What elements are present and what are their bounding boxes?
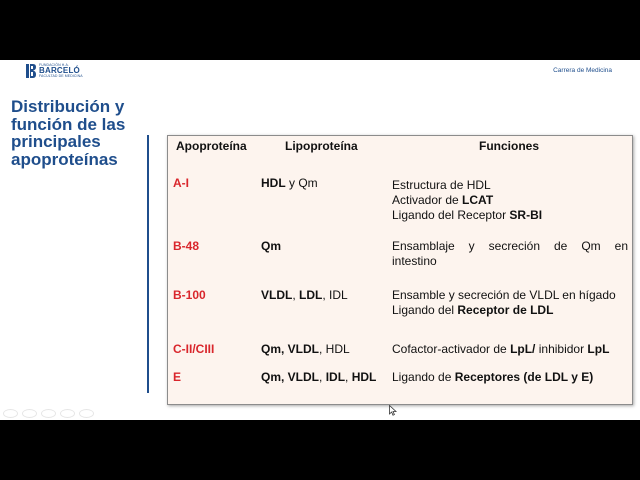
lipo-cell: Qm, VLDL, IDL, HDL bbox=[261, 370, 377, 384]
function-cell bbox=[392, 239, 628, 269]
nav-control[interactable] bbox=[60, 409, 75, 418]
lipo-text: y Qm bbox=[285, 176, 318, 190]
slide bbox=[0, 60, 640, 420]
logo-name: BARCELÓ bbox=[39, 66, 80, 75]
header-funciones: Funciones bbox=[479, 139, 540, 153]
lipo-cell: Qm, VLDL, HDL bbox=[261, 342, 350, 356]
nav-control[interactable] bbox=[3, 409, 18, 418]
function-line: Cofactor-activador de LpL/ inhibidor LpL bbox=[392, 342, 610, 356]
apoprotein-table bbox=[167, 135, 633, 405]
function-cell bbox=[392, 288, 628, 318]
lipo-cell bbox=[261, 176, 318, 191]
function-line: Ligando del Receptor SR-BI bbox=[392, 208, 543, 222]
apo-name: E bbox=[173, 370, 182, 384]
logo-small-text: FUNDACIÓN H.A. bbox=[39, 62, 69, 67]
header-lipoproteina: Lipoproteína bbox=[285, 139, 358, 153]
slide-navigation-controls[interactable] bbox=[3, 409, 94, 418]
apo-name: B-48 bbox=[173, 239, 200, 253]
function-cell bbox=[392, 178, 628, 223]
logo-subtitle: FACULTAD DE MEDICINA bbox=[39, 74, 83, 78]
lipo-cell bbox=[261, 239, 281, 254]
nav-control[interactable] bbox=[22, 409, 37, 418]
function-line: Ensamble y secreción de VLDL en hígado bbox=[392, 288, 616, 302]
function-line: Ligando de Receptores (de LDL y E) bbox=[392, 370, 594, 384]
nav-control[interactable] bbox=[41, 409, 56, 418]
course-label: Carrera de Medicina bbox=[553, 67, 612, 74]
mouse-cursor-icon bbox=[389, 403, 397, 420]
function-line: Estructura de HDL bbox=[392, 178, 491, 192]
function-line: intestino bbox=[392, 254, 437, 268]
function-line: Ligando del Receptor de LDL bbox=[392, 303, 554, 317]
nav-control[interactable] bbox=[79, 409, 94, 418]
function-cell bbox=[392, 370, 628, 385]
apo-name: A-I bbox=[173, 176, 189, 190]
apo-name: B-100 bbox=[173, 288, 206, 302]
apo-name: C-II/CIII bbox=[173, 342, 215, 356]
lipo-cell: VLDL, LDL, IDL bbox=[261, 288, 348, 302]
title-divider bbox=[147, 135, 149, 393]
lipo-text: Qm bbox=[261, 239, 282, 253]
function-line: Ensamblaje y secreción de Qm en bbox=[392, 239, 628, 253]
lipo-text: HDL bbox=[261, 176, 286, 190]
barcelo-logo-icon bbox=[26, 63, 36, 79]
slide-title: Distribución y función de las principales apoproteínas bbox=[11, 97, 126, 169]
university-logo bbox=[26, 63, 83, 79]
function-cell bbox=[392, 342, 628, 357]
header-apoproteina: Apoproteína bbox=[176, 139, 247, 153]
function-line: Activador de LCAT bbox=[392, 193, 494, 207]
